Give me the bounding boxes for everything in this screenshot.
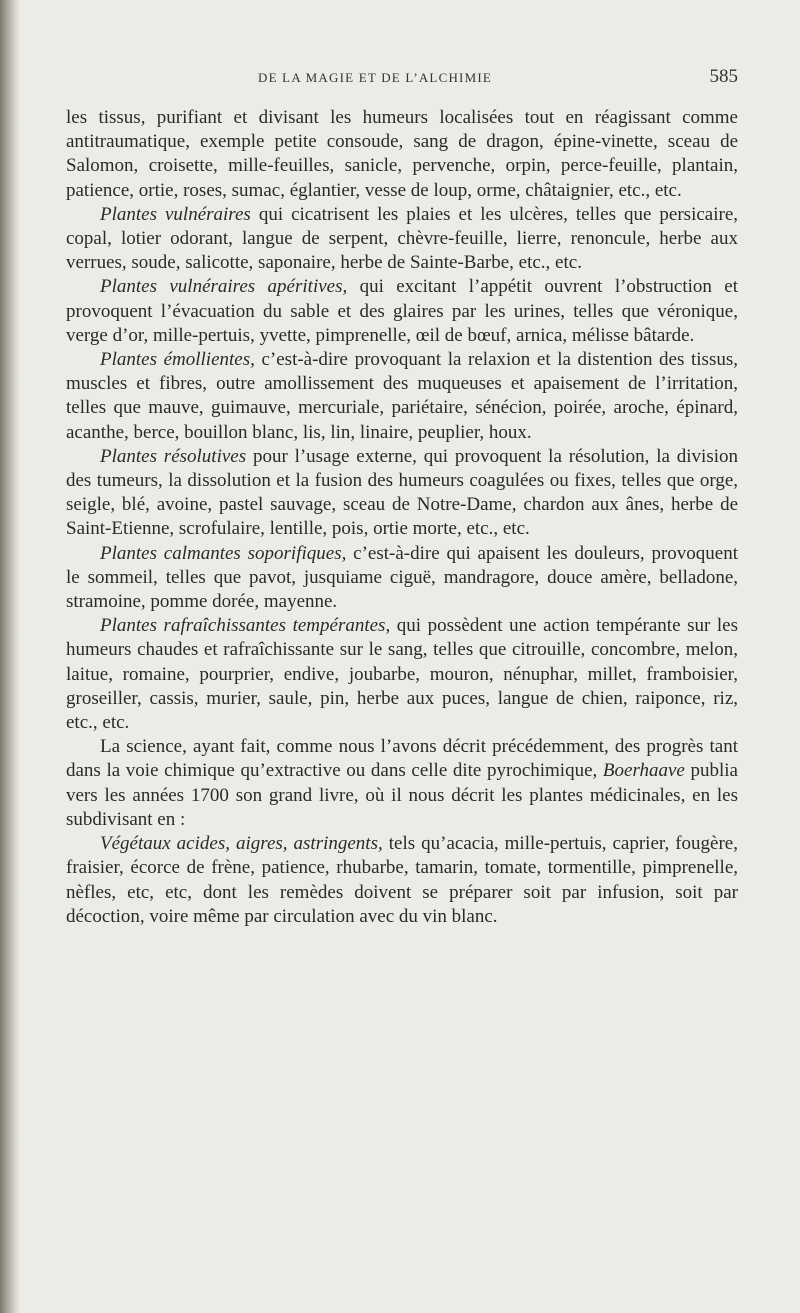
paragraph-text-continued: publia vers les années 1700 son grand livre, où il nous décrit les plantes médicinales, en les subdivisant en :: [66, 760, 738, 830]
paragraph-6: [66, 542, 738, 615]
paragraph-text: qui cicatrisent les plaies et les ulcères, telles que persicaire, copal, lotier odorant, langue de serpent, chèvre-feuille, lierre, renoncule, herbe aux verrues, soude, salicotte, saponaire, herbe de Sainte-Barbe, etc., etc.: [66, 203, 738, 274]
paragraph-9: [66, 832, 738, 929]
paragraph-7: [66, 614, 738, 735]
paragraph-text: les tissus, purifiant et divisant les humeurs localisées tout en réagissant comme antitraumatique, exemple petite consoude, sang de dragon, épine-vinette, sceau de Salomon, croisette, mille-feuilles, sanicle, pervenche, orpin, perce-feuille, plantain, patience, ortie, roses, sumac, églantier, vesse de loup, orme, châtaignier, etc., etc.: [66, 107, 738, 201]
page-gutter-shadow: [0, 0, 20, 1313]
paragraph-1: [66, 106, 738, 203]
paragraph-8: [66, 735, 738, 832]
paragraph-lead: Plantes résolutives: [100, 445, 247, 467]
paragraph-3: [66, 275, 738, 348]
body-text: [66, 106, 738, 929]
paragraph-lead: Plantes calmantes soporifiques,: [100, 542, 347, 564]
paragraph-lead: Plantes vulnéraires: [100, 203, 251, 225]
paragraph-2: [66, 203, 738, 276]
paragraph-text: c’est-à-dire provoquant la relaxion et la distention des tissus, muscles et fibres, outre amollissement des muqueuses et apaisement de l’irritation, telles que mauve, guimauve, mercuriale, pariétaire, sénécion, poirée, aroche, épinard, acanthe, berce, bouillon blanc, lis, lin, linaire, peuplier, houx.: [66, 349, 738, 443]
paragraph-text: qui excitant l’appétit ouvrent l’obstruction et provoquent l’évacuation du sable et des glaires par les urines, telles que véronique, verge d’or, mille-pertuis, yvette, pimprenelle, œil de bœuf, arnica, mélisse bâtarde.: [66, 276, 738, 346]
paragraph-lead: Plantes rafraîchissantes tempérantes,: [100, 615, 391, 637]
running-title: DE LA MAGIE ET DE L’ALCHIMIE: [258, 70, 492, 85]
paragraph-text: La science, ayant fait, comme nous l’avons décrit précédemment, des progrès tant dans la voie chimique qu’extractive ou dans celle dite pyrochimique,: [66, 736, 738, 782]
running-header: [258, 66, 738, 92]
paragraph-5: [66, 445, 738, 542]
paragraph-text: tels qu’acacia, mille-pertuis, caprier, fougère, fraisier, écorce de frène, patience, rhubarbe, tamarin, tomate, tormentille, pimprenelle, nèfles, etc, etc, dont les remèdes doivent se préparer soit par infusion, soit par décoction, voire même par circulation avec du vin blanc.: [66, 833, 738, 927]
paragraph-lead: Plantes vulnéraires apéritives,: [100, 276, 348, 298]
paragraph-text: pour l’usage externe, qui provoquent la résolution, la division des tumeurs, la dissolution et la fusion des humeurs coagulées ou fixes, telles que orge, seigle, blé, avoine, pastel sauvage, sceau de Notre-Dame, chardon aux ânes, herbe de Saint-Etienne, scrofulaire, lentille, pois, ortie morte, etc., etc.: [66, 445, 738, 540]
paragraph-text: c’est-à-dire qui apaisent les douleurs, provoquent le sommeil, telles que pavot, jusquiame ciguë, mandragore, douce amère, belladone, stramoine, pomme dorée, mayenne.: [66, 542, 738, 613]
paragraph-lead: Végétaux acides, aigres, astringents,: [100, 833, 383, 855]
page-number: 585: [709, 66, 738, 87]
paragraph-text: qui possèdent une action tempérante sur les humeurs chaudes et rafraîchissante sur le sang, telles que citrouille, concombre, melon, laitue, romaine, pourprier, endive, joubarbe, mouron, nénuphar, millet, framboisier, groseiller, cassis, murier, saule, pin, herbe aux puces, langue de chien, raiponce, riz, etc., etc.: [66, 615, 738, 734]
paragraph-lead: Plantes émollientes,: [100, 349, 255, 371]
paragraph-4: [66, 348, 738, 445]
author-name: Boerhaave: [602, 760, 685, 782]
